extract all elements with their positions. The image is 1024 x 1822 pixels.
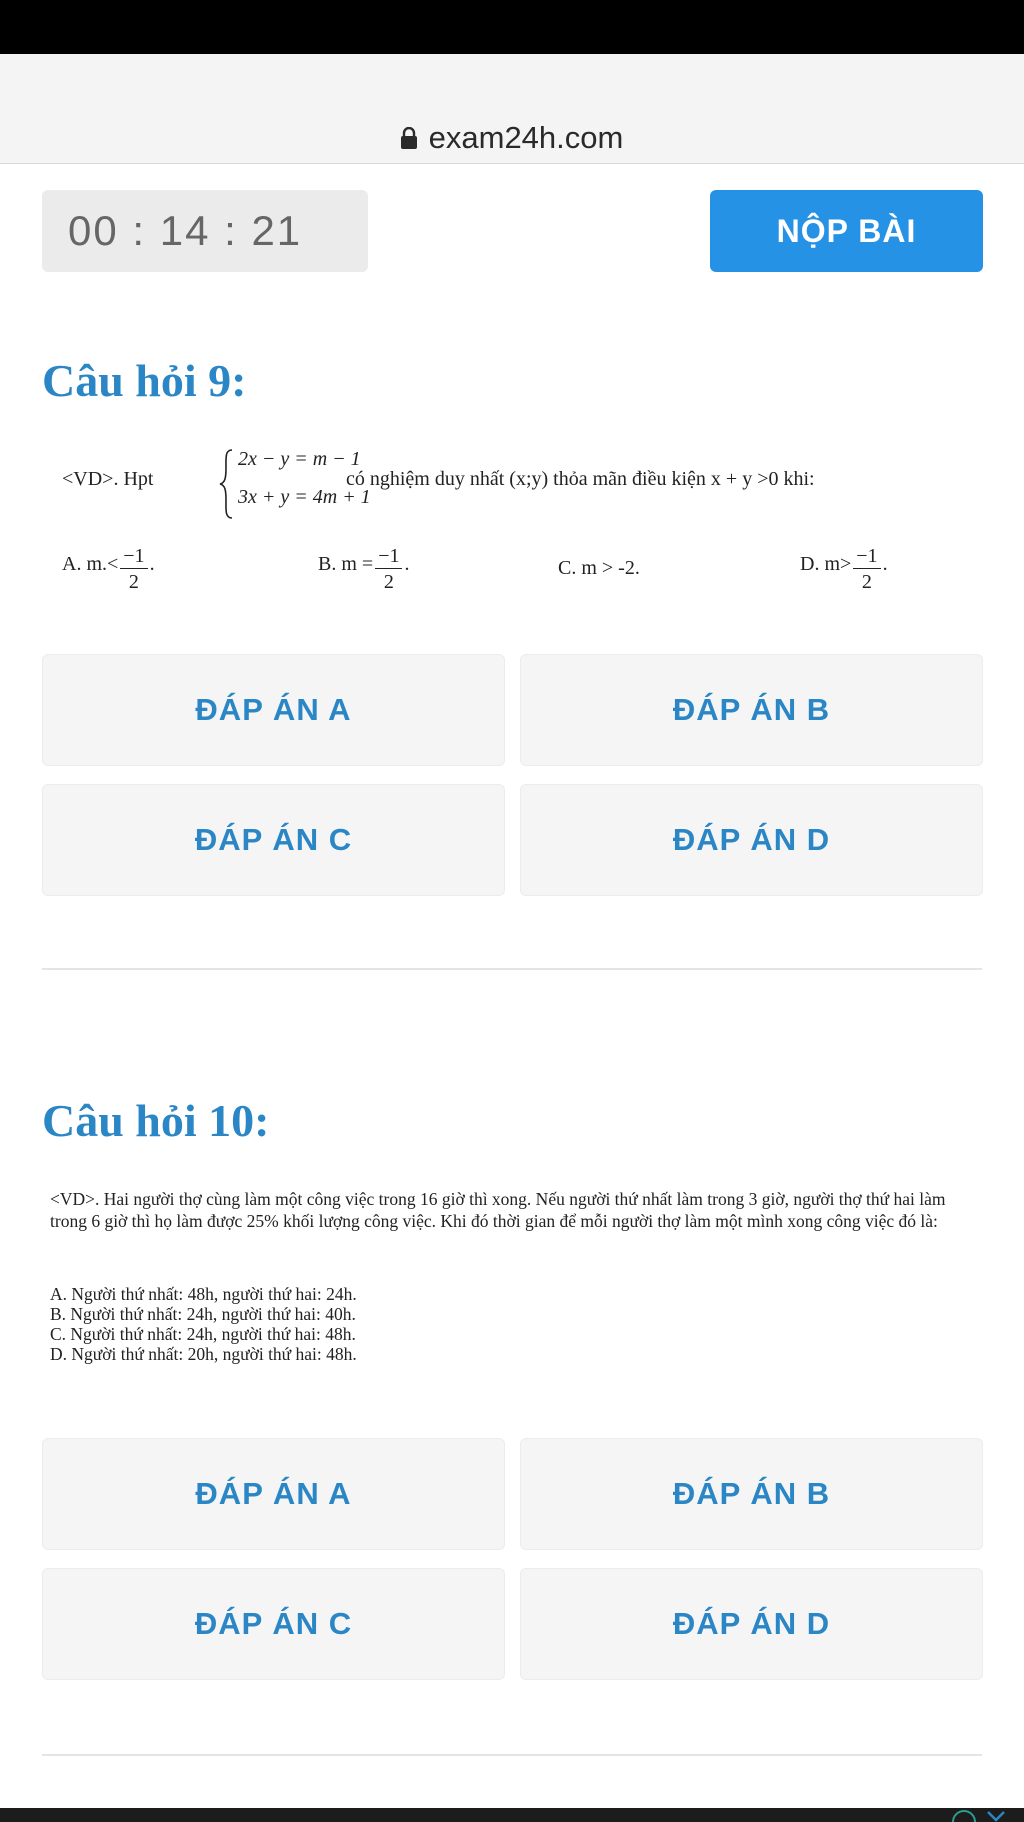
q9-answer-d-button[interactable]: ĐÁP ÁN D [520, 784, 983, 896]
question-9-option-c: C. m > -2. [558, 557, 640, 579]
fraction-numerator: −1 [375, 544, 402, 569]
fraction-numerator: −1 [853, 544, 880, 569]
url-text: exam24h.com [428, 120, 624, 155]
system-brace [218, 448, 234, 520]
question-9-option-a [62, 540, 155, 600]
system-equation-2: 3x + y = 4m + 1 [238, 486, 371, 508]
question-10-option-b: B. Người thứ nhất: 24h, người thứ hai: 40h. [50, 1304, 356, 1324]
lock-icon [401, 127, 417, 149]
q10-answer-b-button[interactable]: ĐÁP ÁN B [520, 1438, 983, 1550]
option-a-suffix: . [149, 553, 155, 576]
option-b-suffix: . [404, 553, 410, 576]
q10-answer-a-button[interactable]: ĐÁP ÁN A [42, 1438, 505, 1550]
question-10-title: Câu hỏi 10: [42, 1095, 270, 1146]
question-9-stem-prefix: <VD>. Hpt [62, 468, 154, 490]
browser-url-bar[interactable] [0, 54, 1024, 164]
fraction-denominator: 2 [861, 571, 872, 593]
submit-exam-button[interactable]: NỘP BÀI [710, 190, 983, 272]
divider [42, 1754, 982, 1756]
question-10-option-d: D. Người thứ nhất: 20h, người thứ hai: 48h. [50, 1344, 357, 1364]
fraction-denominator: 2 [383, 571, 394, 593]
question-9-stem [62, 446, 982, 520]
bottom-edge [0, 1808, 1024, 1822]
option-a-prefix: A. m.< [62, 553, 119, 576]
q9-answer-b-button[interactable]: ĐÁP ÁN B [520, 654, 983, 766]
countdown-timer: 00 : 14 : 21 [42, 190, 368, 272]
question-9-stem-suffix: có nghiệm duy nhất (x;y) thỏa mãn điều kiện x + y >0 khi: [346, 468, 815, 490]
question-9-title: Câu hỏi 9: [42, 355, 247, 406]
option-d-suffix: . [882, 553, 888, 576]
fraction [375, 544, 402, 595]
system-equation-1: 2x − y = m − 1 [238, 448, 361, 470]
q9-answer-a-button[interactable]: ĐÁP ÁN A [42, 654, 505, 766]
question-9-option-d [800, 540, 888, 600]
q10-answer-c-button[interactable]: ĐÁP ÁN C [42, 1568, 505, 1680]
q9-answer-c-button[interactable]: ĐÁP ÁN C [42, 784, 505, 896]
question-10-options [50, 1284, 980, 1364]
question-10-stem: <VD>. Hai người thợ cùng làm một công việc trong 16 giờ thì xong. Nếu người thứ nhất làm trong 3 giờ, người thợ thứ hai làm trong 6 giờ thì họ làm được 25% khối lượng công việc. Khi đó thời gian để mỗi người thợ làm một mình xong công việc đó là: [50, 1189, 946, 1231]
q10-answer-d-button[interactable]: ĐÁP ÁN D [520, 1568, 983, 1680]
status-bar [0, 0, 1024, 54]
question-10-option-c: C. Người thứ nhất: 24h, người thứ hai: 48h. [50, 1324, 356, 1344]
question-9-option-b [318, 540, 409, 600]
fraction-denominator: 2 [128, 571, 139, 593]
option-b-prefix: B. m = [318, 553, 374, 576]
question-10-option-a: A. Người thứ nhất: 48h, người thứ hai: 24h. [50, 1284, 357, 1304]
fraction [853, 544, 880, 595]
fraction-numerator: −1 [120, 544, 147, 569]
fraction [120, 544, 147, 595]
divider [42, 968, 982, 970]
url-display[interactable] [0, 120, 1024, 156]
option-d-prefix: D. m> [800, 553, 852, 576]
chevron-icon [950, 1804, 1010, 1822]
